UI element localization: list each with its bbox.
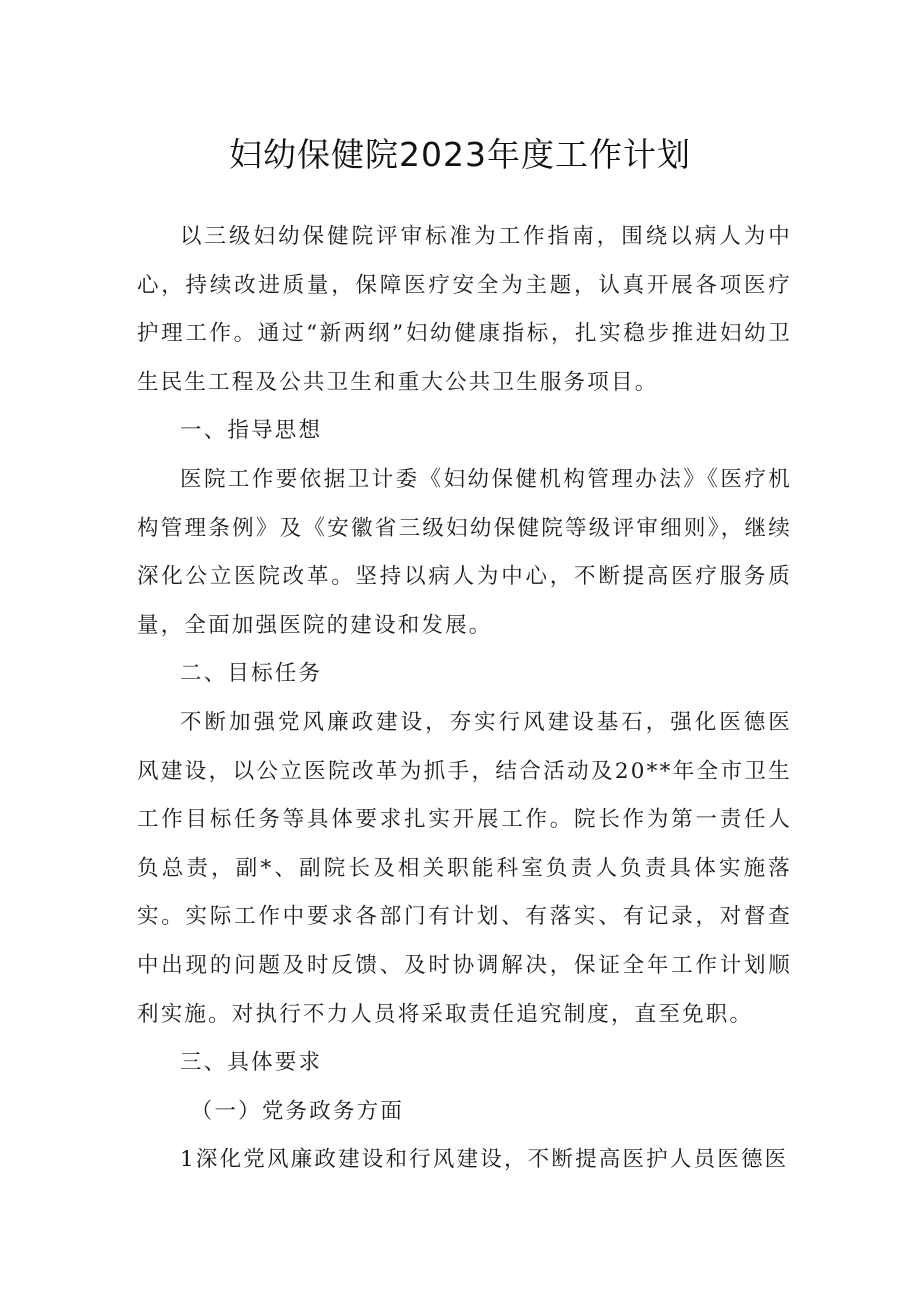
section-paragraph-guiding-ideology: 医院工作要依据卫计委《妇幼保健机构管理办法》《医疗机构管理条例》及《安徽省三级妇幼保健院等级评审细则》，继续深化公立医院改革。坚持以病人为中心，不断提高医疗服务质量，全面加强医院的建设和发展。 xyxy=(137,466,792,638)
intro-paragraph: 以三级妇幼保健院评审标准为工作指南，围绕以病人为中心，持续改进质量，保障医疗安全为主题，认真开展各项医疗护理工作。通过“新两纲”妇幼健康指标，扎实稳步推进妇幼卫生民生工程及公共卫生和重大公共卫生服务项目。 xyxy=(137,224,792,395)
section-heading-specific-requirements: 三、具体要求 xyxy=(180,1050,323,1076)
section-paragraph-specific-requirements: 1深化党风廉政建设和行风建设，不断提高医护人员医德医 xyxy=(180,1147,789,1173)
subsection-heading-party-affairs: （一）党务政务方面 xyxy=(190,1098,405,1124)
section-heading-guiding-ideology: 一、指导思想 xyxy=(180,418,323,444)
document-title: 妇幼保健院2023年度工作计划 xyxy=(229,135,691,174)
document-body xyxy=(137,213,792,1185)
section-paragraph-target-tasks: 不断加强党风廉政建设，夯实行风建设基石，强化医德医风建设，以公立医院改革为抓手，结合活动及20**年全市卫生工作目标任务等具体要求扎实开展工作。院长作为第一责任人负总责，副*、副院长及相关职能科室负责人负责具体实施落实。实际工作中要求各部门有计划、有落实、有记录，对督查中出现的问题及时反馈、及时协调解决，保证全年工作计划顺利实施。对执行不力人员将采取责任追究制度，直至免职。 xyxy=(137,709,792,1027)
section-heading-target-tasks: 二、目标任务 xyxy=(180,661,323,687)
